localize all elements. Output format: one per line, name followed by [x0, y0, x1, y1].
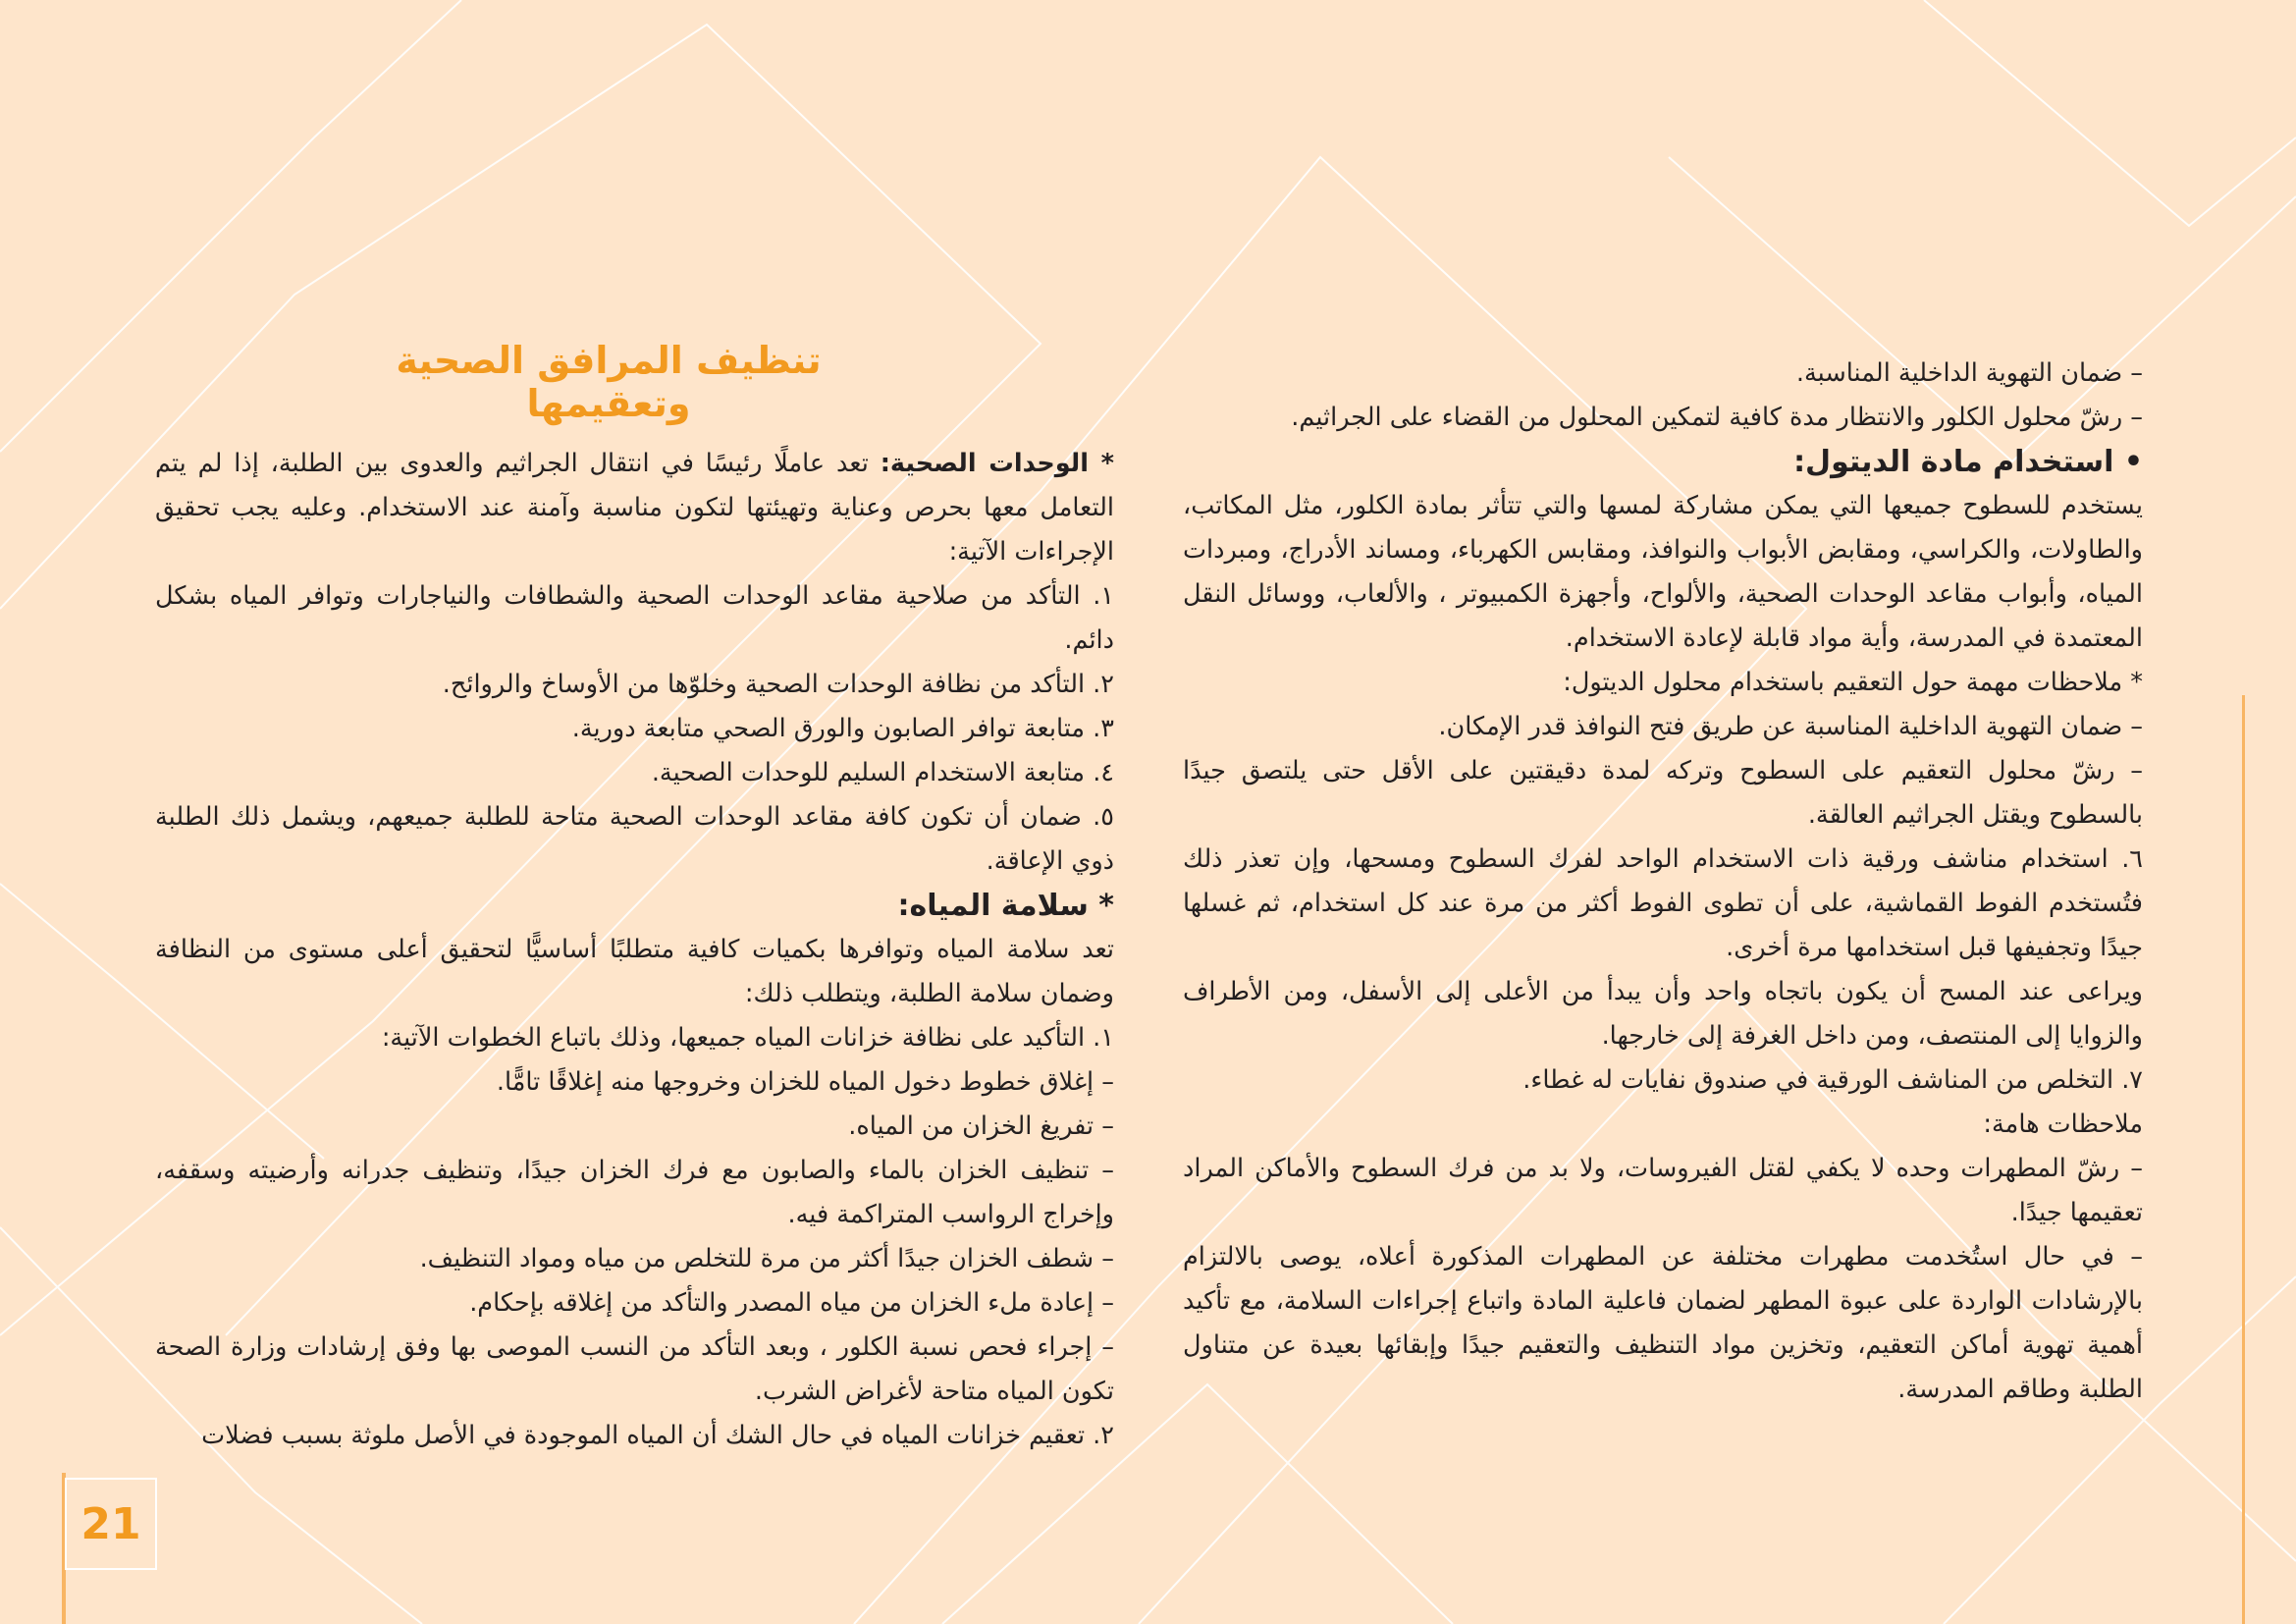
intro-label: * الوحدات الصحية: [880, 449, 1114, 478]
paragraph: يستخدم للسطوح جميعها التي يمكن مشاركة لمسها والتي تتأثر بمادة الكلور، مثل المكاتب، والطاولات، والكراسي، ومقابض الأبواب والنوافذ، ومقابس الكهرباء، ومساند الأدراج، ومبردات المياه، وأبواب مقاعد الوحدات الصحية، والألواح، وأجهزة الكمبيوتر ، والألعاب، ووسائل النقل المعتمدة في المدرسة، وأية مواد قابلة لإعادة الاستخدام. [1183, 491, 2143, 653]
paragraph: ٧. التخلص من المناشف الورقية في صندوق نفايات له غطاء. [1522, 1065, 2143, 1095]
paragraph: – رشّ محلول التعقيم على السطوح وتركه لمدة دقيقتين على الأقل حتى يلتصق جيدًا بالسطوح ويقتل الجراثيم العالقة. [1183, 756, 2143, 830]
paragraph: ٣. متابعة توافر الصابون والورق الصحي متابعة دورية. [571, 714, 1114, 743]
paragraph: ٦. استخدام مناشف ورقية ذات الاستخدام الواحد لفرك السطوح ومسحها، وإن تعذر ذلك فتُستخدم الفوط القماشية، على أن تطوى الفوط أكثر من مرة عند كل استخدام، ثم غسلها جيدًا وتجفيفها قبل استخدامها مرة أخرى. [1183, 844, 2143, 962]
paragraph: – ضمان التهوية الداخلية المناسبة عن طريق فتح النوافذ قدر الإمكان. [1438, 712, 2143, 741]
paragraph: ٢. التأكد من نظافة الوحدات الصحية وخلوّها من الأوساخ والروائح. [442, 670, 1114, 699]
paragraph: – شطف الخزان جيدًا أكثر من مرة للتخلص من مياه ومواد التنظيف. [419, 1244, 1114, 1273]
paragraph: * ملاحظات مهمة حول التعقيم باستخدام محلول الديتول: [1563, 668, 2143, 697]
page-edge-rule-right [2242, 695, 2245, 1624]
intro-text: تعد عاملًا رئيسًا في انتقال الجراثيم والعدوى بين الطلبة، إذا لم يتم التعامل معها بحرص وعناية وتهيئتها لتكون مناسبة وآمنة عند الاستخدام. وعليه يجب تحقيق الإجراءات الآتية: [155, 449, 1114, 567]
left-items [155, 574, 1114, 1458]
paragraph: ٢. تعقيم خزانات المياه في حال الشك أن المياه الموجودة في الأصل ملوثة بسبب فضلات [201, 1421, 1114, 1450]
paragraph: ٥. ضمان أن تكون كافة مقاعد الوحدات الصحية متاحة للطلبة جميعهم، ويشمل ذلك الطلبة ذوي الإعاقة. [155, 802, 1114, 876]
paragraph: تعد سلامة المياه وتوافرها بكميات كافية متطلبًا أساسيًّا لتحقيق أعلى مستوى من النظافة وضمان سلامة الطلبة، ويتطلب ذلك: [155, 935, 1114, 1008]
paragraph: – ضمان التهوية الداخلية المناسبة. [1795, 358, 2143, 388]
paragraph: – رشّ المطهرات وحده لا يكفي لقتل الفيروسات، ولا بد من فرك السطوح والأماكن المراد تعقيمها جيدًا. [1183, 1154, 2143, 1227]
paragraph: – إعادة ملء الخزان من مياه المصدر والتأكد من إغلاقه بإحكام. [469, 1288, 1114, 1318]
paragraph: ٤. متابعة الاستخدام السليم للوحدات الصحية. [651, 758, 1114, 787]
intro-paragraph [155, 442, 1114, 574]
paragraph: ١. التأكيد على نظافة خزانات المياه جميعها، وذلك باتباع الخطوات الآتية: [381, 1023, 1114, 1053]
paragraph: – رشّ محلول الكلور والانتظار مدة كافية لتمكين المحلول من القضاء على الجراثيم. [1291, 403, 2143, 432]
page-number-box [65, 1478, 157, 1570]
right-text-column [1183, 352, 2143, 1412]
paragraph: – في حال استُخدمت مطهرات مختلفة عن المطهرات المذكورة أعلاه، يوصى بالالتزام بالإرشادات الواردة على عبوة المطهر لضمان فاعلية المادة واتباع إجراءات السلامة، مع تأكيد أهمية تهوية أماكن التعقيم، وتخزين مواد التنظيف والتعقيم جيدًا وإبقائها بعيدة عن متناول الطلبة وطاقم المدرسة. [1183, 1242, 2143, 1404]
page-number: 21 [80, 1498, 141, 1549]
subheading: * سلامة المياه: [897, 889, 1114, 923]
section-title: تنظيف المرافق الصحية وتعقيمها [396, 339, 822, 425]
paragraph: ويراعى عند المسح أن يكون باتجاه واحد وأن يبدأ من الأعلى إلى الأسفل، ومن الأطراف والزوايا إلى المنتصف، ومن داخل الغرفة إلى خارجها. [1183, 977, 2143, 1051]
paragraph: – إجراء فحص نسبة الكلور ، وبعد التأكد من النسب الموصى بها وفق إرشادات وزارة الصحة تكون المياه متاحة لأغراض الشرب. [155, 1332, 1114, 1406]
paragraph: ملاحظات هامة: [1983, 1110, 2143, 1139]
paragraph: – تنظيف الخزان بالماء والصابون مع فرك الخزان جيدًا، وتنظيف جدرانه وأرضيته وسقفه، وإخراج الرواسب المتراكمة فيه. [155, 1156, 1114, 1229]
subheading: • استخدام مادة الديتول: [1793, 445, 2143, 479]
paragraph: – إغلاق خطوط دخول المياه للخزان وخروجها منه إغلاقًا تامًّا. [496, 1067, 1114, 1097]
paragraph: – تفريغ الخزان من المياه. [848, 1111, 1114, 1141]
left-text-column [155, 442, 1114, 1458]
paragraph: ١. التأكد من صلاحية مقاعد الوحدات الصحية والشطافات والنياجارات وتوافر المياه بشكل دائم. [155, 581, 1114, 655]
